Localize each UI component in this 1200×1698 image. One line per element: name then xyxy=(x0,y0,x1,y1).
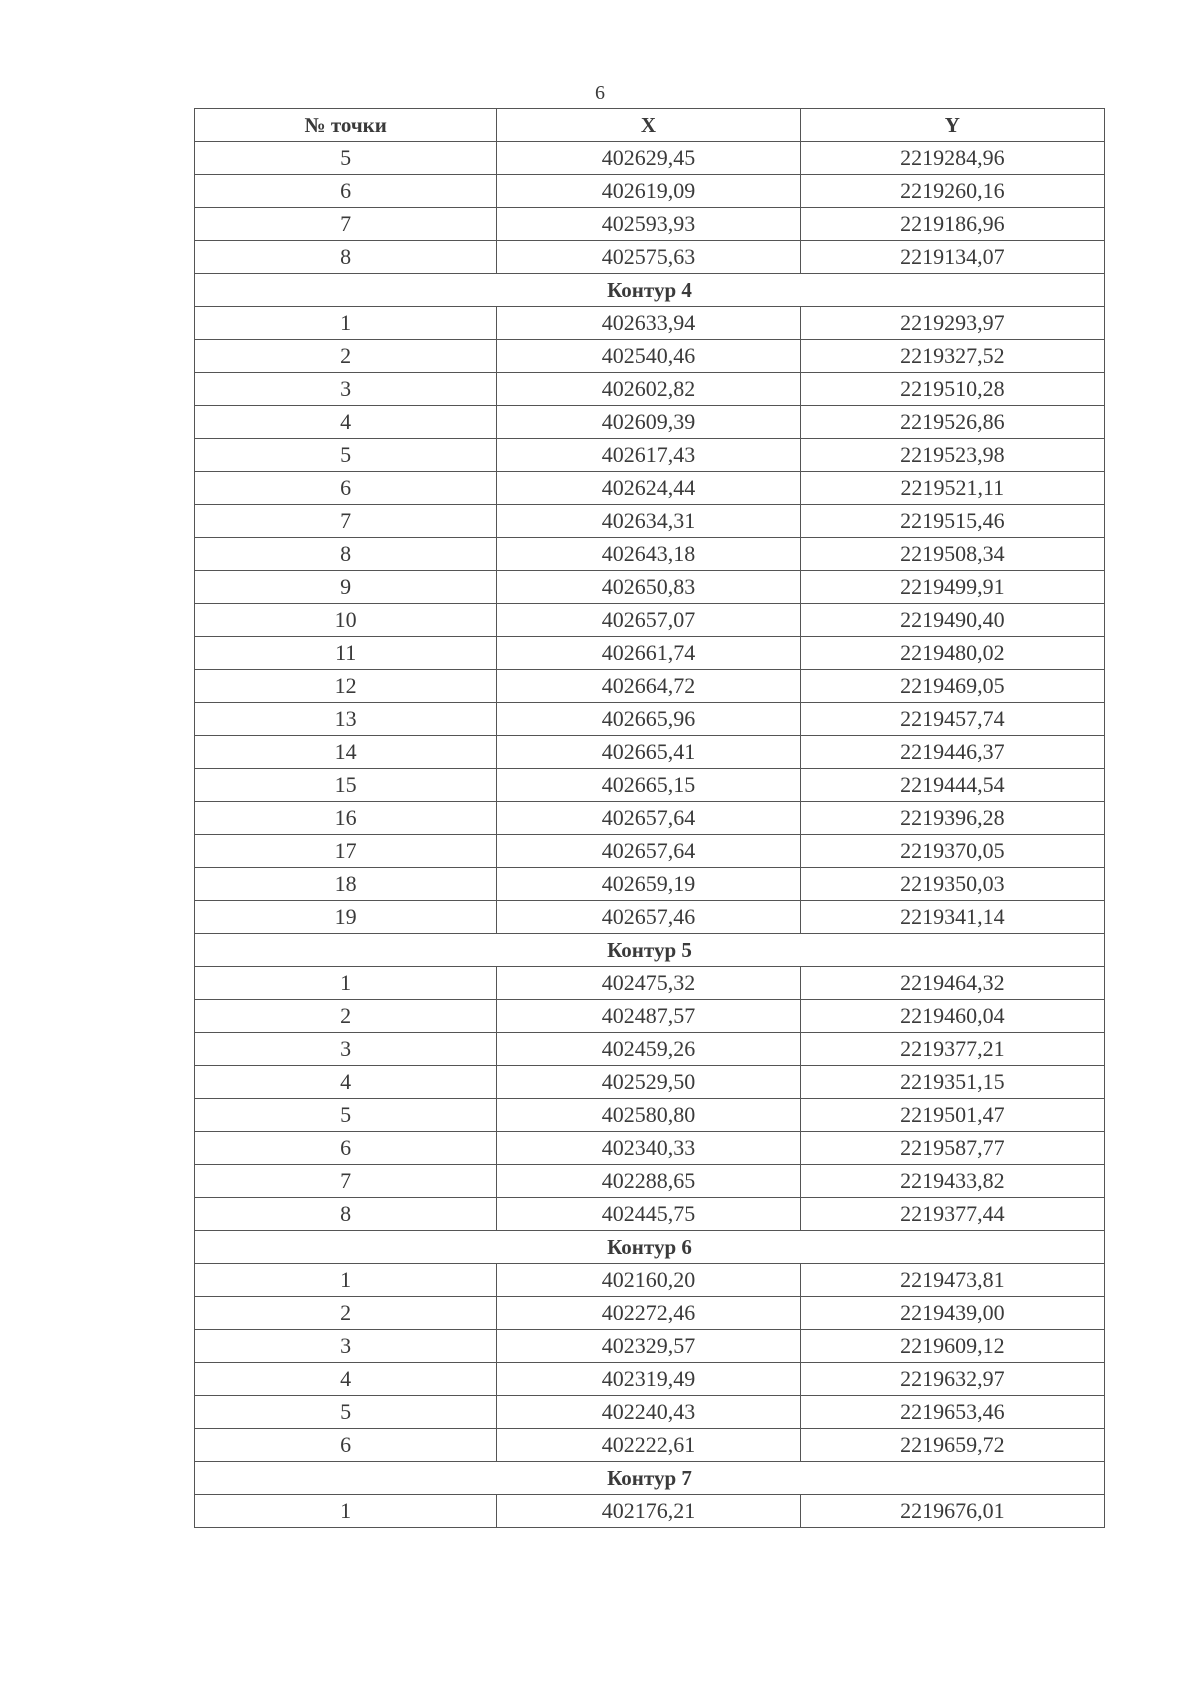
point-number-cell: 3 xyxy=(195,373,497,406)
table-row xyxy=(195,1429,1105,1462)
table-row xyxy=(195,1000,1105,1033)
y-coordinate-cell: 2219186,96 xyxy=(800,208,1104,241)
contour-heading-row xyxy=(195,1462,1105,1495)
table-row xyxy=(195,340,1105,373)
x-coordinate-cell: 402634,31 xyxy=(497,505,800,538)
x-coordinate-cell: 402240,43 xyxy=(497,1396,800,1429)
point-number-cell: 8 xyxy=(195,1198,497,1231)
y-coordinate-cell: 2219490,40 xyxy=(800,604,1104,637)
header-point-number: № точки xyxy=(195,109,497,142)
y-coordinate-cell: 2219284,96 xyxy=(800,142,1104,175)
x-coordinate-cell: 402222,61 xyxy=(497,1429,800,1462)
x-coordinate-cell: 402487,57 xyxy=(497,1000,800,1033)
table-body xyxy=(195,142,1105,1528)
point-number-cell: 3 xyxy=(195,1330,497,1363)
x-coordinate-cell: 402657,64 xyxy=(497,802,800,835)
contour-title: Контур 6 xyxy=(195,1231,1105,1264)
table-row xyxy=(195,1132,1105,1165)
table-row xyxy=(195,307,1105,340)
point-number-cell: 7 xyxy=(195,208,497,241)
point-number-cell: 15 xyxy=(195,769,497,802)
x-coordinate-cell: 402643,18 xyxy=(497,538,800,571)
y-coordinate-cell: 2219293,97 xyxy=(800,307,1104,340)
header-x: X xyxy=(497,109,800,142)
x-coordinate-cell: 402459,26 xyxy=(497,1033,800,1066)
y-coordinate-cell: 2219260,16 xyxy=(800,175,1104,208)
x-coordinate-cell: 402657,07 xyxy=(497,604,800,637)
table-row xyxy=(195,1330,1105,1363)
x-coordinate-cell: 402659,19 xyxy=(497,868,800,901)
header-y: Y xyxy=(800,109,1104,142)
x-coordinate-cell: 402617,43 xyxy=(497,439,800,472)
x-coordinate-cell: 402650,83 xyxy=(497,571,800,604)
point-number-cell: 17 xyxy=(195,835,497,868)
point-number-cell: 8 xyxy=(195,241,497,274)
table-row xyxy=(195,1165,1105,1198)
x-coordinate-cell: 402340,33 xyxy=(497,1132,800,1165)
point-number-cell: 16 xyxy=(195,802,497,835)
point-number-cell: 18 xyxy=(195,868,497,901)
x-coordinate-cell: 402593,93 xyxy=(497,208,800,241)
table-row xyxy=(195,868,1105,901)
x-coordinate-cell: 402665,41 xyxy=(497,736,800,769)
x-coordinate-cell: 402160,20 xyxy=(497,1264,800,1297)
point-number-cell: 10 xyxy=(195,604,497,637)
y-coordinate-cell: 2219609,12 xyxy=(800,1330,1104,1363)
x-coordinate-cell: 402602,82 xyxy=(497,373,800,406)
table-row xyxy=(195,1264,1105,1297)
point-number-cell: 5 xyxy=(195,439,497,472)
x-coordinate-cell: 402619,09 xyxy=(497,175,800,208)
table-row xyxy=(195,208,1105,241)
x-coordinate-cell: 402624,44 xyxy=(497,472,800,505)
y-coordinate-cell: 2219370,05 xyxy=(800,835,1104,868)
page-number: 6 xyxy=(595,82,605,104)
point-number-cell: 4 xyxy=(195,1363,497,1396)
y-coordinate-cell: 2219515,46 xyxy=(800,505,1104,538)
point-number-cell: 2 xyxy=(195,1297,497,1330)
point-number-cell: 8 xyxy=(195,538,497,571)
y-coordinate-cell: 2219350,03 xyxy=(800,868,1104,901)
point-number-cell: 2 xyxy=(195,340,497,373)
table-row xyxy=(195,835,1105,868)
contour-title: Контур 4 xyxy=(195,274,1105,307)
x-coordinate-cell: 402176,21 xyxy=(497,1495,800,1528)
x-coordinate-cell: 402665,15 xyxy=(497,769,800,802)
table-row xyxy=(195,175,1105,208)
table-row xyxy=(195,967,1105,1000)
y-coordinate-cell: 2219439,00 xyxy=(800,1297,1104,1330)
y-coordinate-cell: 2219676,01 xyxy=(800,1495,1104,1528)
y-coordinate-cell: 2219377,21 xyxy=(800,1033,1104,1066)
point-number-cell: 13 xyxy=(195,703,497,736)
point-number-cell: 1 xyxy=(195,1264,497,1297)
y-coordinate-cell: 2219396,28 xyxy=(800,802,1104,835)
table-row xyxy=(195,406,1105,439)
table-row xyxy=(195,604,1105,637)
x-coordinate-cell: 402633,94 xyxy=(497,307,800,340)
y-coordinate-cell: 2219327,52 xyxy=(800,340,1104,373)
table-row xyxy=(195,637,1105,670)
table-row xyxy=(195,1099,1105,1132)
y-coordinate-cell: 2219521,11 xyxy=(800,472,1104,505)
y-coordinate-cell: 2219457,74 xyxy=(800,703,1104,736)
table-row xyxy=(195,1033,1105,1066)
y-coordinate-cell: 2219632,97 xyxy=(800,1363,1104,1396)
contour-heading-row xyxy=(195,1231,1105,1264)
table-row xyxy=(195,538,1105,571)
point-number-cell: 6 xyxy=(195,472,497,505)
point-number-cell: 9 xyxy=(195,571,497,604)
table-row xyxy=(195,241,1105,274)
contour-heading-row xyxy=(195,934,1105,967)
table-row xyxy=(195,1396,1105,1429)
x-coordinate-cell: 402664,72 xyxy=(497,670,800,703)
point-number-cell: 19 xyxy=(195,901,497,934)
contour-title: Контур 7 xyxy=(195,1462,1105,1495)
y-coordinate-cell: 2219659,72 xyxy=(800,1429,1104,1462)
point-number-cell: 1 xyxy=(195,967,497,1000)
y-coordinate-cell: 2219480,02 xyxy=(800,637,1104,670)
x-coordinate-cell: 402319,49 xyxy=(497,1363,800,1396)
y-coordinate-cell: 2219351,15 xyxy=(800,1066,1104,1099)
point-number-cell: 6 xyxy=(195,1132,497,1165)
contour-title: Контур 5 xyxy=(195,934,1105,967)
x-coordinate-cell: 402475,32 xyxy=(497,967,800,1000)
table-row xyxy=(195,571,1105,604)
table-row xyxy=(195,703,1105,736)
table-row xyxy=(195,142,1105,175)
x-coordinate-cell: 402272,46 xyxy=(497,1297,800,1330)
point-number-cell: 6 xyxy=(195,175,497,208)
table-row xyxy=(195,670,1105,703)
x-coordinate-cell: 402609,39 xyxy=(497,406,800,439)
x-coordinate-cell: 402540,46 xyxy=(497,340,800,373)
y-coordinate-cell: 2219446,37 xyxy=(800,736,1104,769)
point-number-cell: 5 xyxy=(195,142,497,175)
table-row xyxy=(195,769,1105,802)
y-coordinate-cell: 2219134,07 xyxy=(800,241,1104,274)
y-coordinate-cell: 2219444,54 xyxy=(800,769,1104,802)
point-number-cell: 3 xyxy=(195,1033,497,1066)
table-row xyxy=(195,736,1105,769)
y-coordinate-cell: 2219341,14 xyxy=(800,901,1104,934)
table-row xyxy=(195,802,1105,835)
coordinates-table xyxy=(194,108,1105,1528)
point-number-cell: 4 xyxy=(195,1066,497,1099)
y-coordinate-cell: 2219653,46 xyxy=(800,1396,1104,1429)
contour-heading-row xyxy=(195,274,1105,307)
y-coordinate-cell: 2219499,91 xyxy=(800,571,1104,604)
table-header-row xyxy=(195,109,1105,142)
y-coordinate-cell: 2219526,86 xyxy=(800,406,1104,439)
point-number-cell: 2 xyxy=(195,1000,497,1033)
point-number-cell: 1 xyxy=(195,1495,497,1528)
table-row xyxy=(195,1297,1105,1330)
x-coordinate-cell: 402329,57 xyxy=(497,1330,800,1363)
x-coordinate-cell: 402629,45 xyxy=(497,142,800,175)
table-row xyxy=(195,1066,1105,1099)
y-coordinate-cell: 2219460,04 xyxy=(800,1000,1104,1033)
x-coordinate-cell: 402529,50 xyxy=(497,1066,800,1099)
point-number-cell: 7 xyxy=(195,1165,497,1198)
x-coordinate-cell: 402445,75 xyxy=(497,1198,800,1231)
point-number-cell: 1 xyxy=(195,307,497,340)
y-coordinate-cell: 2219523,98 xyxy=(800,439,1104,472)
table-row xyxy=(195,1495,1105,1528)
y-coordinate-cell: 2219464,32 xyxy=(800,967,1104,1000)
y-coordinate-cell: 2219377,44 xyxy=(800,1198,1104,1231)
y-coordinate-cell: 2219587,77 xyxy=(800,1132,1104,1165)
x-coordinate-cell: 402575,63 xyxy=(497,241,800,274)
point-number-cell: 6 xyxy=(195,1429,497,1462)
point-number-cell: 4 xyxy=(195,406,497,439)
point-number-cell: 11 xyxy=(195,637,497,670)
x-coordinate-cell: 402665,96 xyxy=(497,703,800,736)
point-number-cell: 5 xyxy=(195,1099,497,1132)
x-coordinate-cell: 402661,74 xyxy=(497,637,800,670)
table-row xyxy=(195,505,1105,538)
y-coordinate-cell: 2219433,82 xyxy=(800,1165,1104,1198)
table-row xyxy=(195,439,1105,472)
y-coordinate-cell: 2219501,47 xyxy=(800,1099,1104,1132)
table-row xyxy=(195,1198,1105,1231)
point-number-cell: 14 xyxy=(195,736,497,769)
table-row xyxy=(195,1363,1105,1396)
table-row xyxy=(195,373,1105,406)
y-coordinate-cell: 2219473,81 xyxy=(800,1264,1104,1297)
x-coordinate-cell: 402288,65 xyxy=(497,1165,800,1198)
table-row xyxy=(195,901,1105,934)
x-coordinate-cell: 402657,46 xyxy=(497,901,800,934)
x-coordinate-cell: 402580,80 xyxy=(497,1099,800,1132)
y-coordinate-cell: 2219508,34 xyxy=(800,538,1104,571)
y-coordinate-cell: 2219510,28 xyxy=(800,373,1104,406)
point-number-cell: 5 xyxy=(195,1396,497,1429)
y-coordinate-cell: 2219469,05 xyxy=(800,670,1104,703)
table-row xyxy=(195,472,1105,505)
point-number-cell: 7 xyxy=(195,505,497,538)
point-number-cell: 12 xyxy=(195,670,497,703)
x-coordinate-cell: 402657,64 xyxy=(497,835,800,868)
